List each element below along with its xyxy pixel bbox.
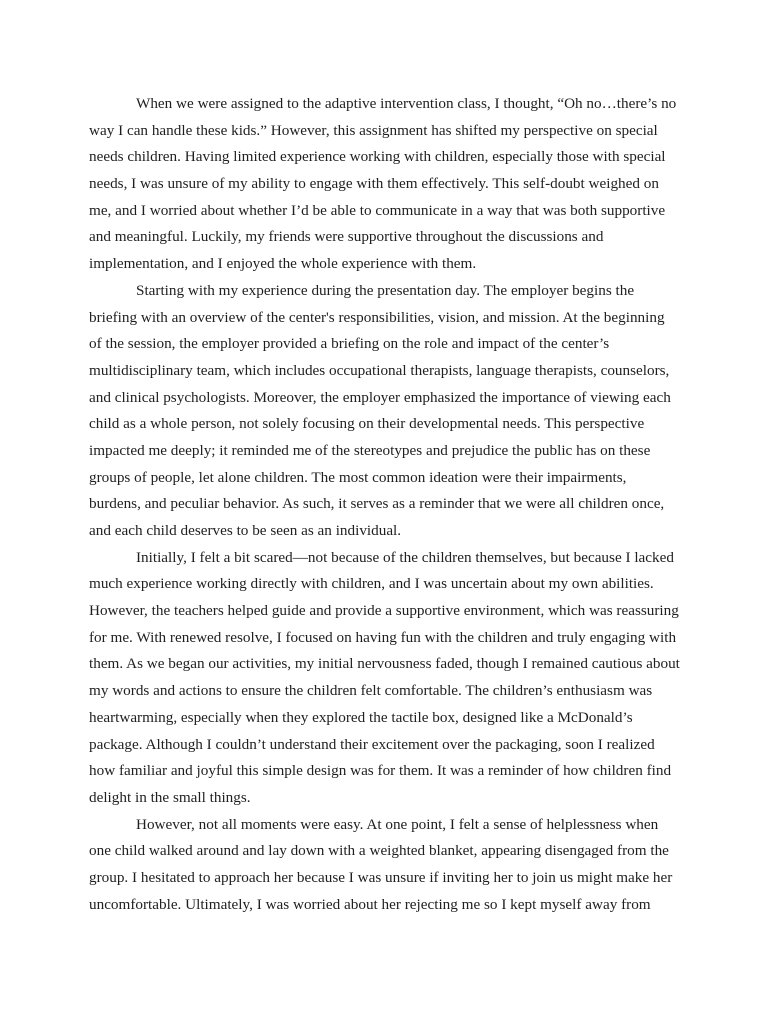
text-line: me, and I worried about whether I’d be able to communicate in a way that was both supportive — [89, 201, 666, 219]
text-line: child as a whole person, not solely focusing on their developmental needs. This perspective — [89, 415, 645, 433]
text-line: multidisciplinary team, which includes occupational therapists, language therapists, counselors, — [89, 361, 670, 379]
text-line: However, the teachers helped guide and provide a supportive environment, which was reassuring — [89, 602, 679, 620]
text-line: my words and actions to ensure the children felt comfortable. The children’s enthusiasm was — [89, 682, 653, 700]
text-line: needs, I was unsure of my ability to engage with them effectively. This self-doubt weighed on — [89, 175, 659, 193]
text-line: and meaningful. Luckily, my friends were supportive throughout the discussions and — [89, 228, 604, 246]
text-line: them. As we began our activities, my initial nervousness faded, though I remained cautious about — [89, 655, 680, 673]
text-line: uncomfortable. Ultimately, I was worried about her rejecting me so I kept myself away from — [89, 895, 651, 913]
text-line: briefing with an overview of the center's responsibilities, vision, and mission. At the beginning — [89, 308, 665, 326]
text-line: However, not all moments were easy. At one point, I felt a sense of helplessness when — [136, 815, 659, 833]
text-line: for me. With renewed resolve, I focused on having fun with the children and truly engaging with — [89, 628, 677, 646]
text-line: burdens, and peculiar behavior. As such, it serves as a reminder that we were all children once, — [89, 495, 665, 513]
text-line: way I can handle these kids.” However, this assignment has shifted my perspective on special — [89, 121, 658, 139]
text-line: how familiar and joyful this simple design was for them. It was a reminder of how children find — [89, 762, 672, 780]
body-text — [89, 91, 689, 918]
text-line: groups of people, let alone children. The most common ideation were their impairments, — [89, 468, 627, 486]
text-line: and each child deserves to be seen as an individual. — [89, 522, 402, 539]
paragraph-1 — [89, 91, 689, 278]
text-line: of the session, the employer provided a briefing on the role and impact of the center’s — [89, 335, 610, 353]
paragraph-4 — [89, 812, 689, 919]
text-line: Starting with my experience during the presentation day. The employer begins the — [136, 281, 635, 299]
text-line: impacted me deeply; it reminded me of the stereotypes and prejudice the public has on these — [89, 441, 651, 459]
text-line: one child walked around and lay down with a weighted blanket, appearing disengaged from the — [89, 842, 669, 860]
text-line: needs children. Having limited experience working with children, especially those with special — [89, 148, 666, 166]
paragraph-3 — [89, 545, 689, 812]
text-line: heartwarming, especially when they explored the tactile box, designed like a McDonald’s — [89, 708, 633, 726]
text-line: group. I hesitated to approach her because I was unsure if inviting her to join us might make her — [89, 868, 673, 886]
paragraph-2 — [89, 278, 689, 545]
text-line: Initially, I felt a bit scared—not because of the children themselves, but because I lacked — [136, 548, 674, 566]
text-line: delight in the small things. — [89, 788, 251, 806]
text-line: package. Although I couldn’t understand their excitement over the packaging, soon I realized — [89, 735, 655, 753]
text-line: implementation, and I enjoyed the whole experience with them. — [89, 255, 477, 273]
text-line: much experience working directly with children, and I was uncertain about my own abilities. — [89, 575, 654, 593]
text-line: When we were assigned to the adaptive intervention class, I thought, “Oh no…there’s no — [136, 95, 677, 112]
text-line: and clinical psychologists. Moreover, the employer emphasized the importance of viewing each — [89, 388, 671, 406]
